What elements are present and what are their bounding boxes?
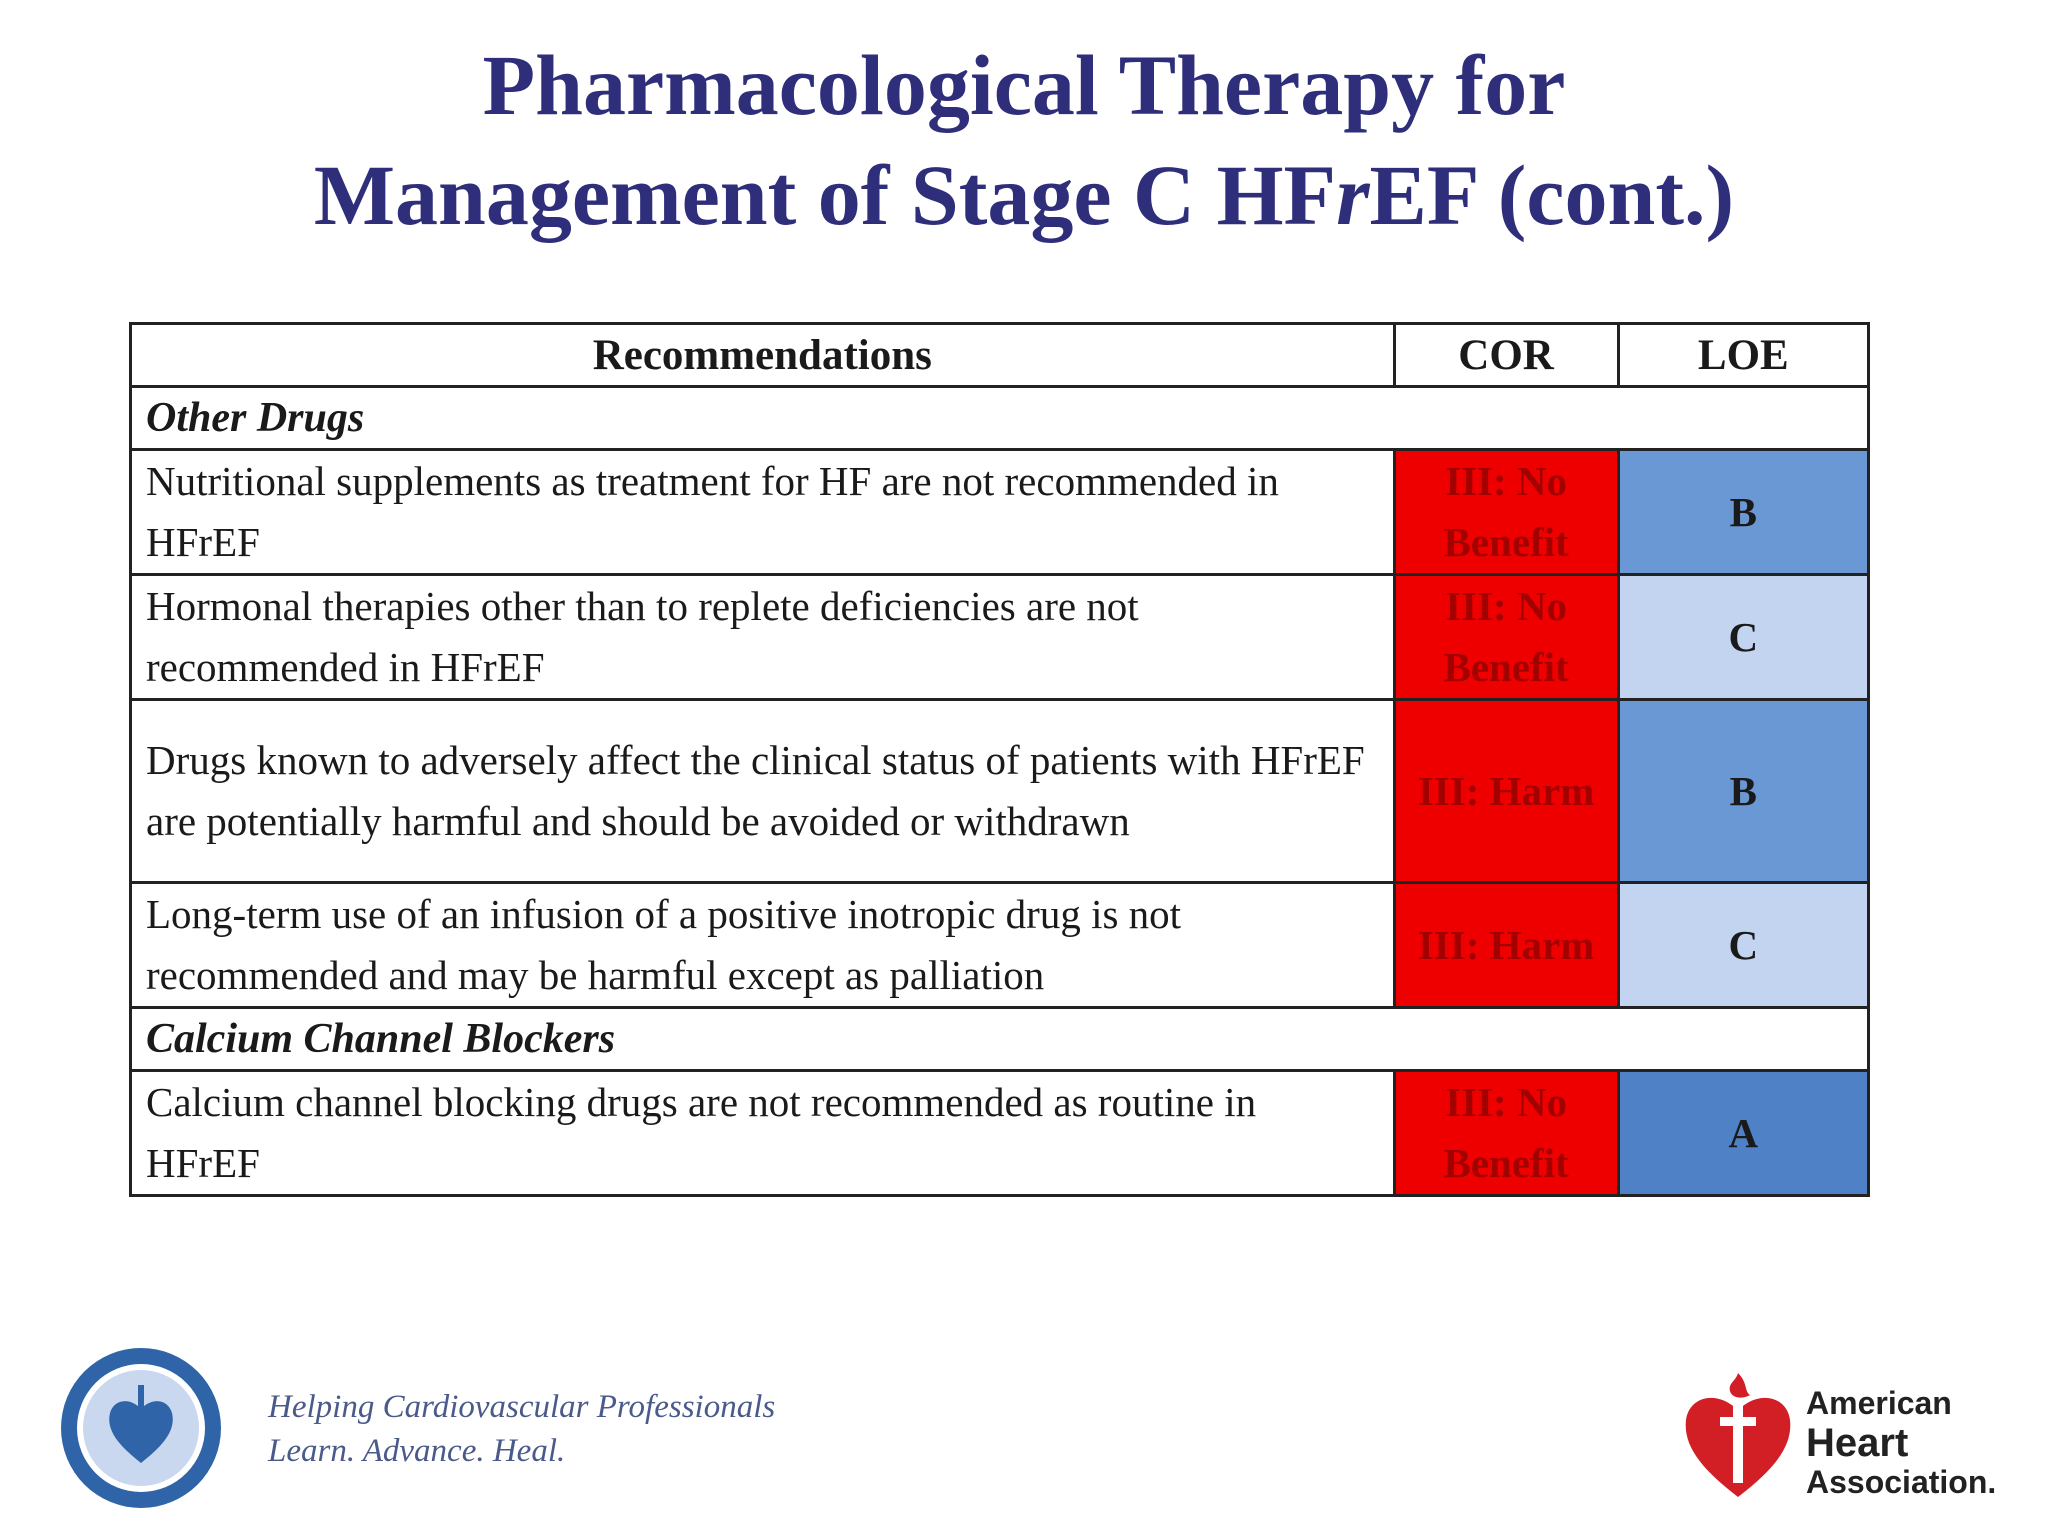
title-line-1: Pharmacological Therapy for	[482, 37, 1566, 133]
section-row-calcium-channel-blockers	[131, 1008, 1869, 1071]
section-row-other-drugs	[131, 387, 1869, 450]
header-loe: LOE	[1618, 324, 1868, 387]
acc-tagline	[268, 1385, 775, 1473]
tagline-line-2: Learn. Advance. Heal.	[268, 1433, 566, 1469]
aha-line-2: Heart	[1806, 1421, 1909, 1465]
table-row	[131, 700, 1869, 883]
tagline-line-1: Helping Cardiovascular Professionals	[268, 1389, 776, 1425]
recommendation-text: Drugs known to adversely affect the clinical status of patients with HFrEF are potentially harmful and should be avoided or withdrawn	[131, 700, 1395, 883]
aha-wordmark	[1806, 1385, 1996, 1501]
loe-cell: C	[1618, 575, 1868, 700]
section-title: Other Drugs	[131, 387, 1869, 450]
cor-cell: III: Harm	[1394, 700, 1618, 883]
aha-heart-torch-icon	[1678, 1365, 1798, 1505]
cor-cell: III: Harm	[1394, 883, 1618, 1008]
table-header-row	[131, 324, 1869, 387]
loe-cell: B	[1618, 450, 1868, 575]
loe-cell: C	[1618, 883, 1868, 1008]
aha-footer	[1678, 1365, 2018, 1505]
table-row	[131, 575, 1869, 700]
slide-title	[0, 30, 2048, 250]
section-title: Calcium Channel Blockers	[131, 1008, 1869, 1071]
title-line-2-suffix: EF (cont.)	[1369, 147, 1735, 243]
aha-line-3: Association.	[1806, 1464, 1997, 1500]
loe-cell: B	[1618, 700, 1868, 883]
table-row	[131, 883, 1869, 1008]
title-line-2	[0, 140, 2048, 250]
loe-cell: A	[1618, 1071, 1868, 1196]
cor-cell: III: No Benefit	[1394, 575, 1618, 700]
header-recommendations: Recommendations	[131, 324, 1395, 387]
title-line-2-italic: r	[1336, 147, 1370, 243]
recommendation-text: Long-term use of an infusion of a positive inotropic drug is not recommended and may be harmful except as palliation	[131, 883, 1395, 1008]
recommendations-table	[129, 322, 1870, 1197]
recommendation-text: Nutritional supplements as treatment for HF are not recommended in HFrEF	[131, 450, 1395, 575]
cor-cell: III: No Benefit	[1394, 450, 1618, 575]
recommendation-text: Calcium channel blocking drugs are not recommended as routine in HFrEF	[131, 1071, 1395, 1196]
acc-footer	[58, 1345, 778, 1515]
table-row	[131, 450, 1869, 575]
header-cor: COR	[1394, 324, 1618, 387]
cor-cell: III: No Benefit	[1394, 1071, 1618, 1196]
table-row	[131, 1071, 1869, 1196]
recommendation-text: Hormonal therapies other than to replete deficiencies are not recommended in HFrEF	[131, 575, 1395, 700]
aha-line-1: American	[1806, 1385, 1952, 1421]
title-line-2-prefix: Management of Stage C HF	[313, 147, 1337, 243]
acc-seal-icon	[58, 1345, 224, 1511]
